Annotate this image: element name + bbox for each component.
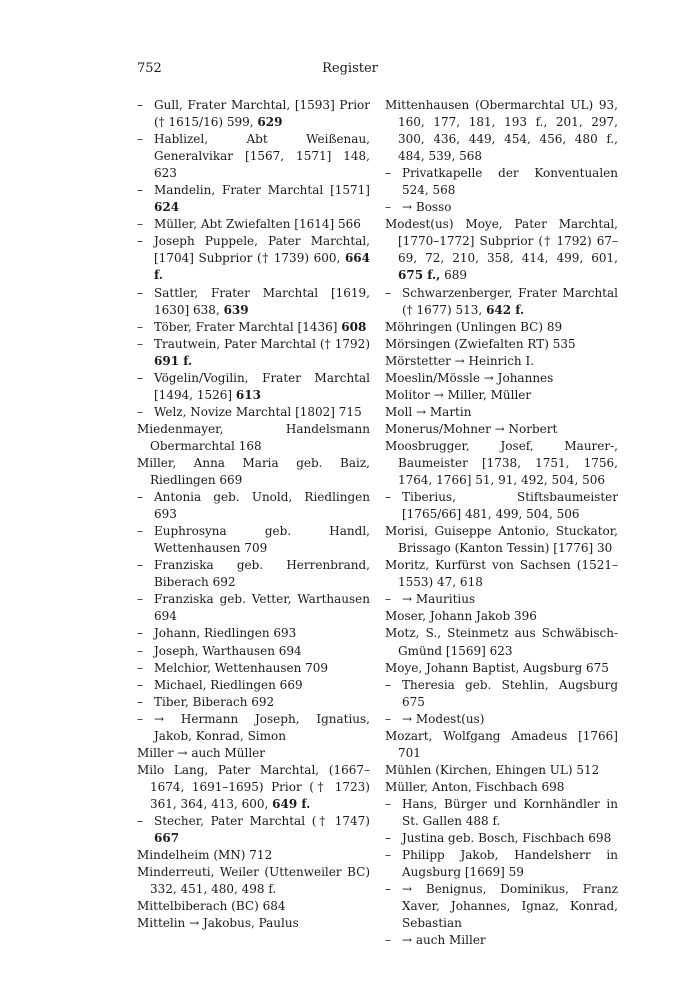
entry-dash: – <box>385 848 391 863</box>
index-entry <box>385 285 618 319</box>
entry-text: Johann, Riedlingen 693 <box>154 626 297 641</box>
entry-text: Mörstetter → Heinrich I. <box>385 353 535 368</box>
entry-text: Milo Lang, Pater Marchtal, (1667–1674, 1691–1695) Prior († 1723) 361, 364, 413, 600, <box>137 762 370 811</box>
index-entry <box>385 557 618 591</box>
entry-text: → auch Miller <box>402 933 486 948</box>
page-number: 752 <box>137 61 162 76</box>
index-entry <box>385 438 618 489</box>
index-entry <box>137 625 370 642</box>
entry-dash: – <box>137 524 143 539</box>
entry-text: Müller, Anton, Fischbach 698 <box>385 779 565 794</box>
entry-text: Miedenmayer, Handelsmann Obermarchtal 168 <box>137 421 370 453</box>
entry-dash: – <box>137 234 143 249</box>
entry-dash: – <box>137 183 143 198</box>
entry-text: Hablizel, Abt Weißenau, Generalvikar [1567, 1571] 148, 623 <box>154 132 370 181</box>
entry-dash: – <box>385 711 391 726</box>
entry-text: Moeslin/Mössle → Johannes <box>385 370 554 385</box>
index-entry <box>137 421 370 455</box>
entry-dash: – <box>137 558 143 573</box>
entry-text: Franziska geb. Vetter, Warthausen 694 <box>154 592 370 624</box>
entry-text: Mindelheim (MN) 712 <box>137 848 273 863</box>
index-entry <box>385 387 618 404</box>
entry-text: Trautwein, Pater Marchtal († 1792) <box>154 336 370 351</box>
index-entry <box>137 336 370 370</box>
index-entry <box>385 216 618 284</box>
entry-text: Miller → auch Müller <box>137 745 265 760</box>
entry-text: Euphrosyna geb. Handl, Wettenhausen 709 <box>154 524 370 556</box>
entry-dash: – <box>137 285 143 300</box>
entry-text: Motz, S., Steinmetz aus Schwäbisch-Gmünd [1569] 623 <box>385 626 618 658</box>
index-entry <box>385 625 618 659</box>
entry-dash: – <box>137 813 143 828</box>
entry-dash: – <box>137 711 143 726</box>
index-entry <box>385 762 618 779</box>
index-entry <box>137 660 370 677</box>
index-entry <box>137 762 370 813</box>
entry-text: Monerus/Mohner → Norbert <box>385 421 558 436</box>
entry-text: Hans, Bürger und Kornhändler in St. Gallen 488 f. <box>402 796 618 828</box>
index-entry <box>385 796 618 830</box>
index-entry <box>137 677 370 694</box>
index-entry <box>385 591 618 608</box>
entry-dash: – <box>385 285 391 300</box>
entry-text: → Benignus, Dominikus, Franz Xaver, Johannes, Ignaz, Konrad, Sebastian <box>402 882 618 931</box>
entry-text: Moll → Martin <box>385 404 472 419</box>
entry-text: Michael, Riedlingen 669 <box>154 677 303 692</box>
entry-text: Theresia geb. Stehlin, Augsburg 675 <box>402 677 618 709</box>
entry-primary-ref: 649 f. <box>272 796 311 811</box>
entry-text: Molitor → Miller, Müller <box>385 387 532 402</box>
index-entry <box>137 864 370 898</box>
entry-dash: – <box>385 166 391 181</box>
index-entry <box>385 421 618 438</box>
index-entry <box>385 847 618 881</box>
index-entry <box>385 353 618 370</box>
entry-text: Möhringen (Unlingen BC) 89 <box>385 319 563 334</box>
entry-dash: – <box>137 319 143 334</box>
index-entry <box>385 165 618 199</box>
index-entry <box>137 455 370 489</box>
entry-text: Moritz, Kurfürst von Sachsen (1521–1553) 47, 618 <box>385 558 618 590</box>
index-entry <box>137 694 370 711</box>
index-entry <box>137 898 370 915</box>
entry-text: Minderreuti, Weiler (Uttenweiler BC) 332, 451, 480, 498 f. <box>137 865 370 897</box>
entry-dash: – <box>137 98 143 112</box>
entry-text: → Modest(us) <box>402 711 485 726</box>
index-entry <box>137 745 370 762</box>
index-entry <box>385 404 618 421</box>
entry-text: Schwarzenberger, Frater Marchtal († 1677) 513, <box>402 285 618 317</box>
entry-text: Joseph, Warthausen 694 <box>154 643 302 658</box>
entry-text: Tiberius, Stiftsbaumeister [1765/66] 481, 499, 504, 506 <box>402 490 618 522</box>
entry-dash: – <box>137 404 143 419</box>
entry-text: Mozart, Wolfgang Amadeus [1766] 701 <box>385 728 618 760</box>
entry-dash: – <box>385 677 391 692</box>
entry-dash: – <box>385 200 391 215</box>
entry-text: Stecher, Pater Marchtal († 1747) <box>154 813 370 828</box>
entry-text: Joseph Puppele, Pater Marchtal, [1704] Subprior († 1739) 600, <box>154 234 370 266</box>
entry-dash: – <box>385 490 391 505</box>
index-entry <box>385 881 618 932</box>
index-entry <box>385 489 618 523</box>
index-entry <box>137 523 370 557</box>
entry-primary-ref: 667 <box>154 831 180 846</box>
entry-text: Melchior, Wettenhausen 709 <box>154 660 329 675</box>
index-entry <box>137 813 370 847</box>
entry-text: Moser, Johann Jakob 396 <box>385 609 537 624</box>
entry-dash: – <box>137 370 143 385</box>
entry-dash: – <box>385 882 391 897</box>
entry-text: → Bosso <box>402 200 452 215</box>
index-entry <box>385 370 618 387</box>
entry-text: Vögelin/Vogilin, Frater Marchtal [1494, 1526] <box>154 370 370 402</box>
index-entry <box>137 489 370 523</box>
index-entry <box>137 915 370 932</box>
running-head: Register <box>322 61 378 76</box>
index-column-left <box>137 97 370 932</box>
entry-text: Gull, Frater Marchtal, [1593] Prior († 1615/16) 599, <box>154 98 370 130</box>
entry-dash: – <box>137 626 143 641</box>
entry-primary-ref: 639 <box>223 302 249 317</box>
entry-primary-ref: 675 f., <box>398 268 441 283</box>
entry-text: Müller, Abt Zwiefalten [1614] 566 <box>154 217 361 232</box>
index-entry <box>137 216 370 233</box>
index-entry <box>385 660 618 677</box>
entry-text: 689 <box>440 268 468 283</box>
index-entry <box>385 932 618 949</box>
entry-dash: – <box>137 336 143 351</box>
entry-primary-ref: 613 <box>235 387 261 402</box>
entry-dash: – <box>137 660 143 675</box>
index-column-right <box>385 97 618 949</box>
entry-text: Töber, Frater Marchtal [1436] <box>154 319 342 334</box>
entry-text: Mittenhausen (Obermarchtal UL) 93, 160, 177, 181, 193 f., 201, 297, 300, 436, 449, 454, 456, 480 f., 484, 539, 568 <box>385 98 618 164</box>
entry-text: Mühlen (Kirchen, Ehingen UL) 512 <box>385 762 600 777</box>
index-entry <box>385 830 618 847</box>
entry-dash: – <box>385 796 391 811</box>
entry-text: Sattler, Frater Marchtal [1619, 1630] 638, <box>154 285 370 317</box>
entry-dash: – <box>137 490 143 505</box>
index-entry <box>137 182 370 216</box>
entry-text: Moye, Johann Baptist, Augsburg 675 <box>385 660 609 675</box>
index-entry <box>137 370 370 404</box>
entry-text: Mandelin, Frater Marchtal [1571] <box>154 183 370 198</box>
entry-text: Welz, Novize Marchtal [1802] 715 <box>154 404 362 419</box>
index-entry <box>137 285 370 319</box>
entry-dash: – <box>137 592 143 607</box>
index-entry <box>137 847 370 864</box>
entry-dash: – <box>137 677 143 692</box>
entry-dash: – <box>385 592 391 607</box>
index-entry <box>385 779 618 796</box>
entry-text: Modest(us) Moye, Pater Marchtal, [1770–1772] Subprior († 1792) 67–69, 72, 210, 358, 414, 499, 601, <box>385 217 618 266</box>
entry-text: Antonia geb. Unold, Riedlingen 693 <box>154 490 370 522</box>
entry-text: Moosbrugger, Josef, Maurer-, Baumeister [1738, 1751, 1756, 1764, 1766] 51, 91, 492, 504, 506 <box>385 438 618 488</box>
entry-text: Tiber, Biberach 692 <box>154 694 275 709</box>
index-entry <box>385 728 618 762</box>
entry-dash: – <box>137 217 143 232</box>
index-entry <box>137 319 370 336</box>
entry-text: Philipp Jakob, Handelsherr in Augsburg [1669] 59 <box>402 848 618 880</box>
entry-text: Morisi, Guiseppe Antonio, Stuckator, Brissago (Kanton Tessin) [1776] 30 <box>385 524 618 556</box>
entry-dash: – <box>137 132 143 147</box>
entry-dash: – <box>137 643 143 658</box>
index-entry <box>385 97 618 165</box>
entry-text: Privatkapelle der Konventualen 524, 568 <box>402 166 618 198</box>
entry-primary-ref: 664 f. <box>154 251 370 283</box>
entry-text: Franziska geb. Herrenbrand, Biberach 692 <box>154 558 370 590</box>
entry-text: Mörsingen (Zwiefalten RT) 535 <box>385 336 576 351</box>
index-entry <box>137 557 370 591</box>
entry-dash: – <box>385 831 391 846</box>
index-entry <box>137 233 370 284</box>
index-entry <box>385 199 618 216</box>
index-entry <box>385 523 618 557</box>
index-entry <box>385 711 618 728</box>
entry-text: Miller, Anna Maria geb. Baiz, Riedlingen 669 <box>137 455 370 488</box>
entry-primary-ref: 642 f. <box>486 302 525 317</box>
index-entry <box>137 131 370 182</box>
entry-primary-ref: 691 f. <box>154 353 193 368</box>
entry-primary-ref: 624 <box>154 200 180 215</box>
entry-text: → Mauritius <box>402 592 476 607</box>
entry-dash: – <box>137 694 143 709</box>
entry-text: → Hermann Joseph, Ignatius, Jakob, Konrad, Simon <box>154 711 370 743</box>
index-entry <box>385 608 618 625</box>
index-entry <box>137 404 370 421</box>
index-entry <box>137 711 370 745</box>
index-entry <box>137 591 370 625</box>
index-entry <box>137 97 370 131</box>
index-entry <box>385 336 618 353</box>
index-entry <box>385 677 618 711</box>
entry-text: Justina geb. Bosch, Fischbach 698 <box>402 831 612 846</box>
entry-primary-ref: 608 <box>341 319 367 334</box>
entry-text: Mittelin → Jakobus, Paulus <box>137 916 299 931</box>
entry-primary-ref: 629 <box>257 115 283 130</box>
entry-text: Mittelbiberach (BC) 684 <box>137 899 286 914</box>
index-entry <box>385 319 618 336</box>
entry-dash: – <box>385 933 391 948</box>
index-entry <box>137 643 370 660</box>
